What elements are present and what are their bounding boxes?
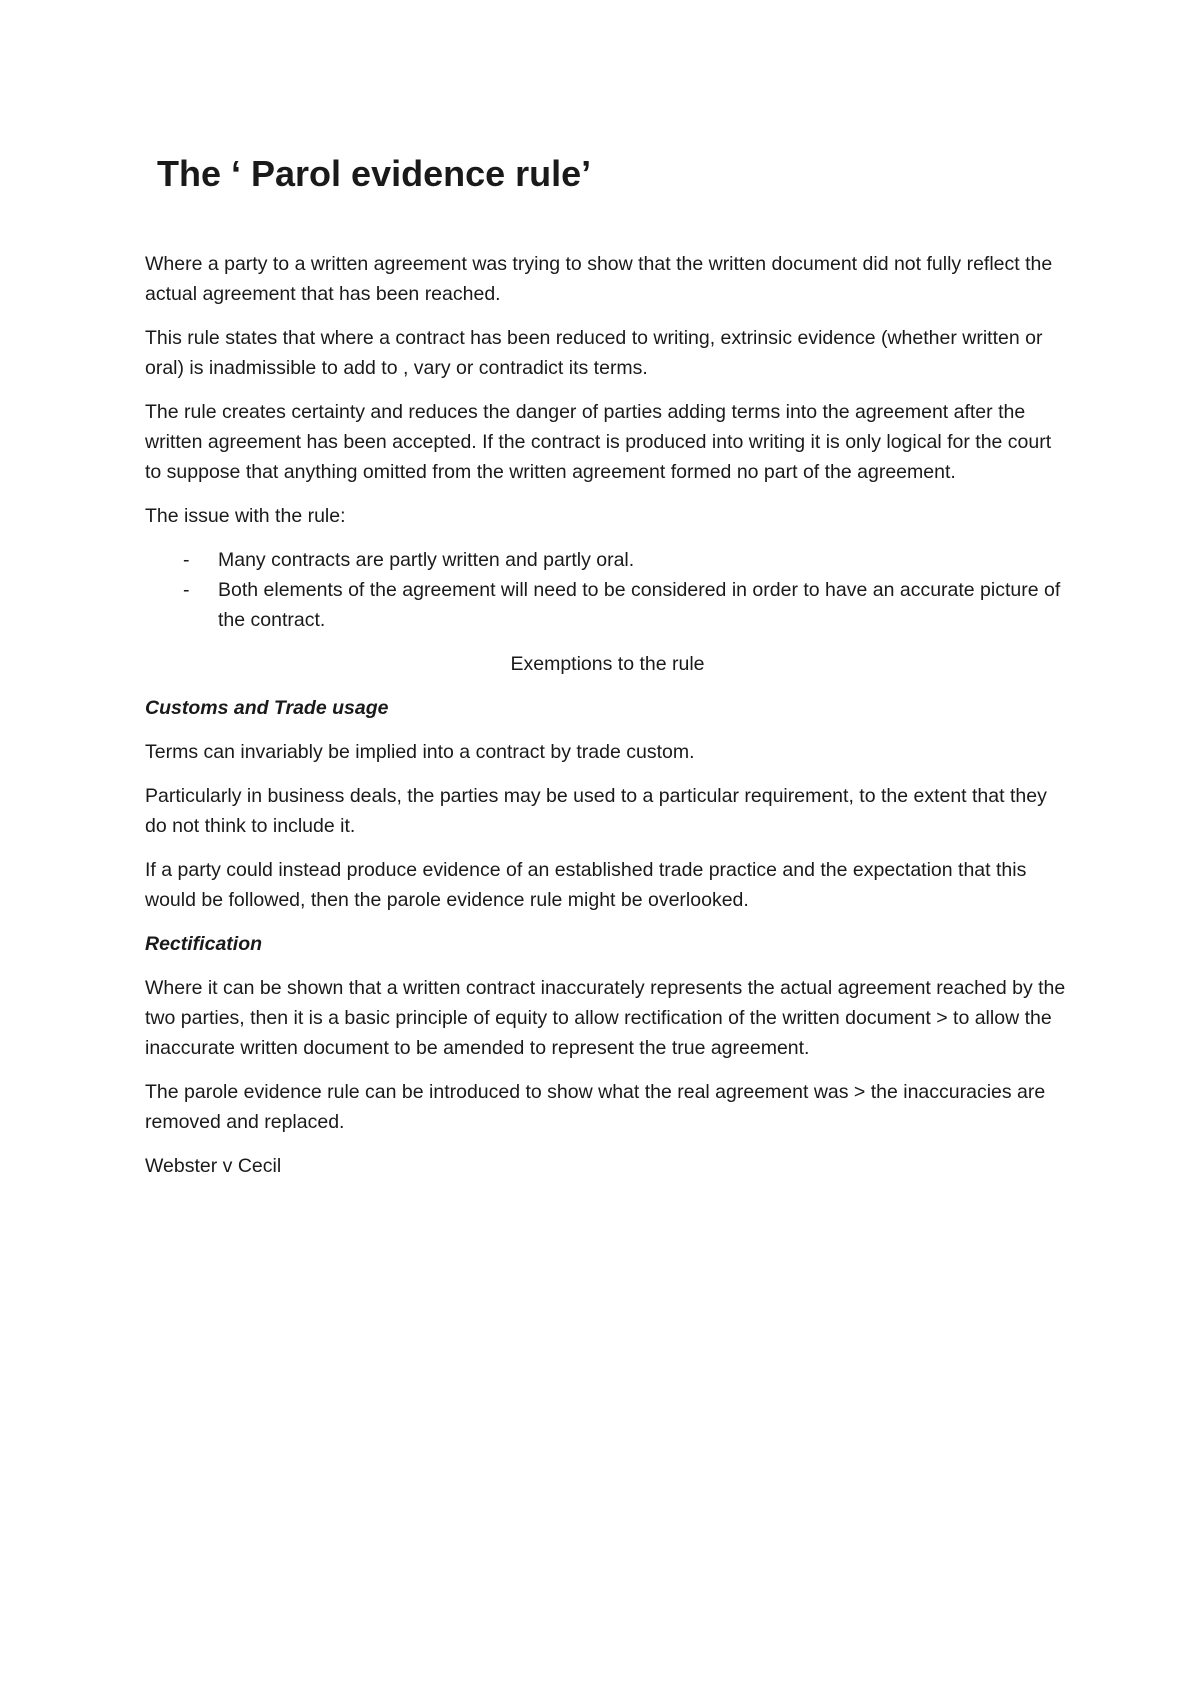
list-item: [145, 575, 1070, 635]
rectification-paragraph: The parole evidence rule can be introduced to show what the real agreement was > the inaccuracies are removed and replaced.: [145, 1081, 1046, 1134]
customs-heading: Customs and Trade usage: [145, 697, 389, 720]
rectification-heading: Rectification: [145, 933, 263, 956]
intro-paragraph: Where a party to a written agreement was trying to show that the written document did not fully reflect the actual agreement that has been reached.: [145, 253, 1053, 306]
rule-definition-paragraph: This rule states that where a contract has been reduced to writing, extrinsic evidence (whether written or oral) is inadmissible to add to , vary or contradict its terms.: [145, 327, 1043, 380]
customs-paragraph: If a party could instead produce evidence of an established trade practice and the expectation that this would be followed, then the parole evidence rule might be overlooked.: [145, 859, 1027, 912]
list-item: [145, 545, 1070, 575]
list-marker: -: [183, 549, 190, 572]
customs-paragraph: Terms can invariably be implied into a contract by trade custom.: [145, 741, 695, 764]
issues-list: [145, 545, 1070, 635]
exemptions-heading: Exemptions to the rule: [510, 653, 705, 676]
rectification-paragraph: Where it can be shown that a written contract inaccurately represents the actual agreement reached by the two parties, then it is a basic principle of equity to allow rectification of the written document > to allow the inaccurate written document to be amended to represent the true agreement.: [145, 977, 1066, 1060]
customs-paragraph: Particularly in business deals, the parties may be used to a particular requirement, to the extent that they do not think to include it.: [145, 785, 1047, 838]
list-item-text: Both elements of the agreement will need to be considered in order to have an accurate picture of the contract.: [218, 579, 1061, 632]
certainty-paragraph: The rule creates certainty and reduces the danger of parties adding terms into the agreement after the written agreement has been accepted. If the contract is produced into writing it is only logical for the court to suppose that anything omitted from the written agreement formed no part of the agreement.: [145, 401, 1052, 484]
list-marker: -: [183, 579, 190, 602]
issue-lead-paragraph: The issue with the rule:: [145, 505, 346, 528]
list-item-text: Many contracts are partly written and partly oral.: [218, 549, 635, 572]
document-title: The ‘ Parol evidence rule’: [157, 153, 592, 194]
document-body: [145, 140, 1070, 1195]
case-citation: Webster v Cecil: [145, 1155, 282, 1178]
